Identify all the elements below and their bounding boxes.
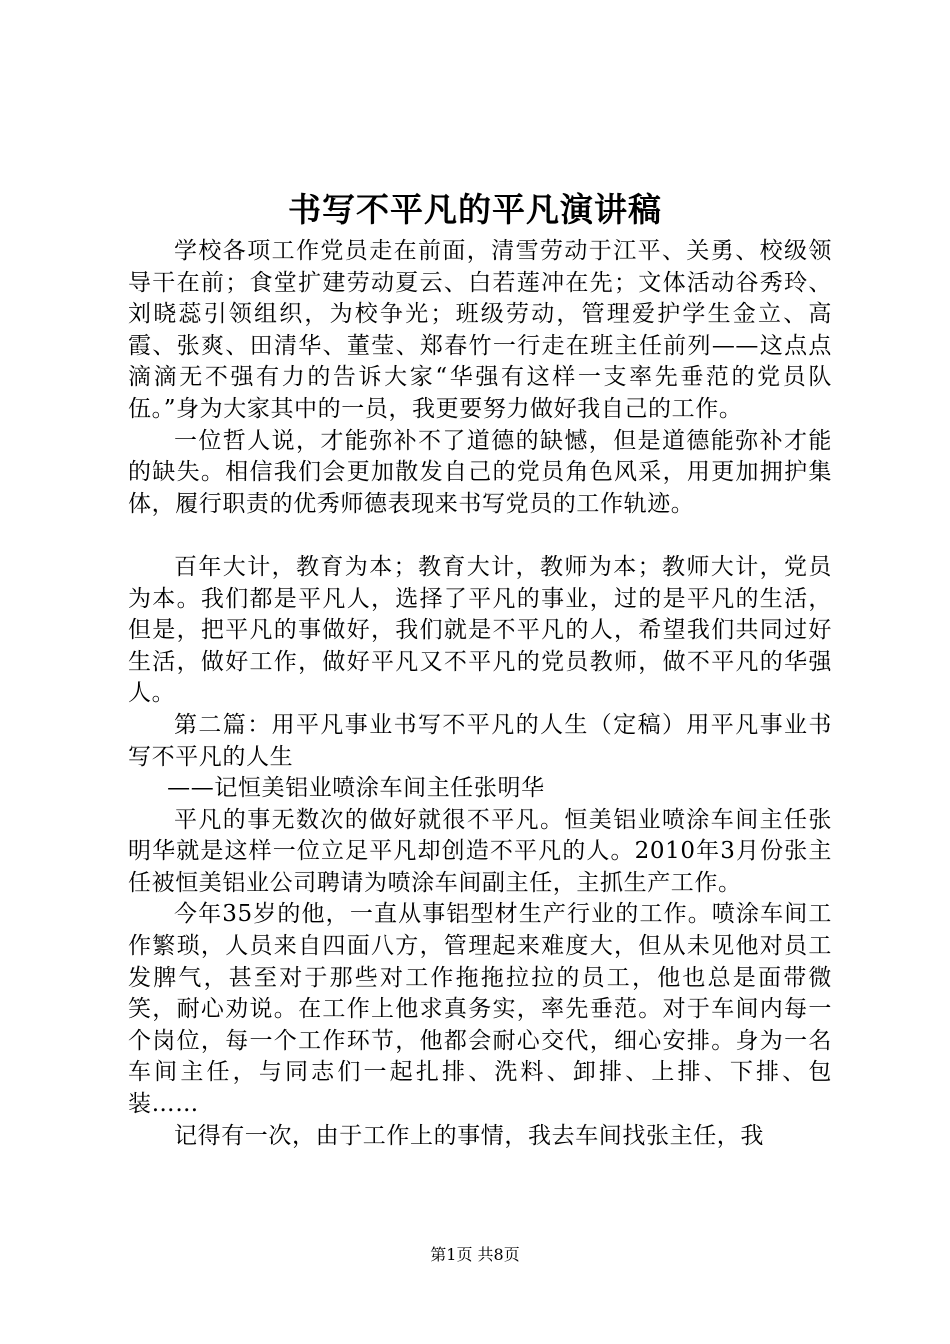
section-heading: 第二篇：用平凡事业书写不平凡的人生（定稿）用平凡事业书写不平凡的人生 [128,711,832,770]
paragraph: 学校各项工作党员走在前面，清雪劳动于江平、关勇、校级领导干在前；食堂扩建劳动夏云、白若莲冲在先；文体活动谷秀玲、刘晓蕊引领组织，为校争光；班级劳动，管理爱护学生金立、高霞、张爽、田清华、董莹、郑春竹一行走在班主任前列——这点点滴滴无不强有力的告诉大家“华强有这样一支率先垂范的党员队伍。”身为大家其中的一员，我更要努力做好我自己的工作。 [128,238,832,422]
paragraph: 记得有一次，由于工作上的事情，我去车间找张主任，我 [174,1122,764,1149]
document-title: 书写不平凡的平凡演讲稿 [288,190,662,229]
page-number: 第1页 共8页 [430,1245,520,1264]
section-subtitle: ——记恒美铝业喷涂车间主任张明华 [167,775,545,802]
paragraph: 百年大计，教育为本；教育大计，教师为本；教师大计，党员为本。我们都是平凡人，选择了平凡的事业，过的是平凡的生活，但是，把平凡的事做好，我们就是不平凡的人，希望我们共同过好生活，做好工作，做好平凡又不平凡的党员教师，做不平凡的华强人。 [128,553,832,707]
paragraph: 平凡的事无数次的做好就很不平凡。恒美铝业喷涂车间主任张明华就是这样一位立足平凡却创造不平凡的人。2010年3月份张主任被恒美铝业公司聘请为喷涂车间副主任，主抓生产工作。 [128,806,832,896]
paragraph: 今年35岁的他，一直从事铝型材生产行业的工作。喷涂车间工作繁琐，人员来自四面八方，管理起来难度大，但从未见他对员工发脾气，甚至对于那些对工作拖拖拉拉的员工，他也总是面带微笑，耐心劝说。在工作上他求真务实，率先垂范。对于车间内每一个岗位，每一个工作环节，他都会耐心交代，细心安排。身为一名车间主任，与同志们一起扎排、洗料、卸排、上排、下排、包装…… [128,901,832,1118]
document-body [128,236,832,1152]
paragraph: 一位哲人说，才能弥补不了道德的缺憾，但是道德能弥补才能的缺失。相信我们会更加散发自己的党员角色风采，用更加拥护集体，履行职责的优秀师德表现来书写党员的工作轨迹。 [128,427,832,517]
